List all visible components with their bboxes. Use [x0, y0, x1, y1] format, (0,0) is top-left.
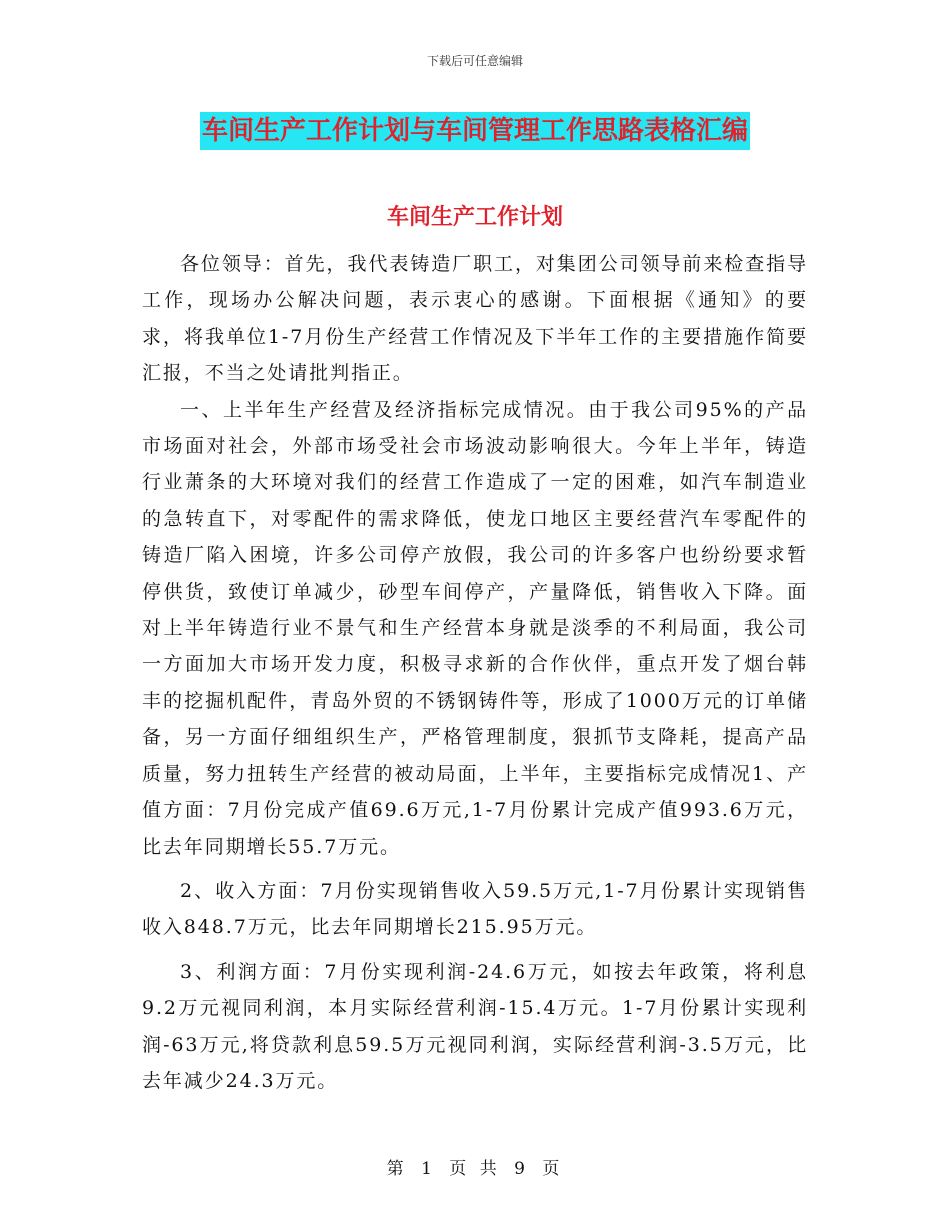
footer-page-number: 1	[421, 1159, 436, 1179]
document-title: 车间生产工作计划与车间管理工作思路表格汇编	[200, 112, 750, 150]
footer-prefix: 第	[386, 1159, 408, 1179]
paragraph-profit: 3、利润方面：7月份实现利润-24.6万元，如按去年政策，将利息9.2万元视同利润，本月实际经营利润-15.4万元。1-7月份累计实现利润-63万元,将贷款利息59.5万元视同利润，实际经营利润-3.5万元，比去年减少24.3万元。	[142, 960, 808, 1092]
document-title-container	[0, 112, 950, 150]
paragraph-intro: 各位领导：首先，我代表铸造厂职工，对集团公司领导前来检查指导工作，现场办公解决问题，表示衷心的感谢。下面根据《通知》的要求，将我单位1-7月份生产经营工作情况及下半年工作的主要措施作简要汇报，不当之处请批判指正。	[142, 253, 808, 385]
paragraph-revenue: 2、收入方面：7月份实现销售收入59.5万元,1-7月份累计实现销售收入848.7万元，比去年同期增长215.95万元。	[142, 879, 808, 939]
paragraph-first-half-summary: 一、上半年生产经营及经济指标完成情况。由于我公司95%的产品市场面对社会，外部市场受社会市场波动影响很大。今年上半年，铸造行业萧条的大环境对我们的经营工作造成了一定的困难，如汽车制造业的急转直下，对零配件的需求降低，使龙口地区主要经营汽车零配件的铸造厂陷入困境，许多公司停产放假，我公司的许多客户也纷纷要求暂停供货，致使订单减少，砂型车间停产，产量降低，销售收入下降。面对上半年铸造行业不景气和生产经营本身就是淡季的不利局面，我公司一方面加大市场开发力度，积极寻求新的合作伙伴，重点开发了烟台韩丰的挖掘机配件，青岛外贸的不锈钢铸件等，形成了1000万元的订单储备，另一方面仔细组织生产，严格管理制度，狠抓节支降耗，提高产品质量，努力扭转生产经营的被动局面，上半年，主要指标完成情况1、产值方面：7月份完成产值69.6万元,1-7月份累计完成产值993.6万元，比去年同期增长55.7万元。	[142, 398, 808, 858]
footer-mid: 页 共	[449, 1159, 501, 1179]
footer-suffix: 页	[542, 1159, 564, 1179]
page-footer	[0, 1154, 950, 1179]
section-title: 车间生产工作计划	[386, 205, 563, 230]
document-body	[142, 246, 808, 1099]
footer-total-pages: 9	[514, 1159, 529, 1179]
header-note: 下载后可任意编辑	[426, 54, 523, 68]
